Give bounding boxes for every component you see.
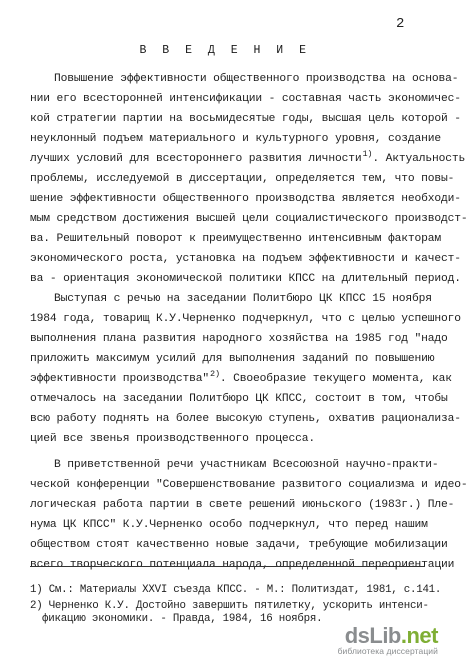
text-line: всю работу поднять на более высокую ступень, охватив рационализа- [30,413,461,425]
footnote: фикацию экономики. - Правда, 1984, 16 ноября. [42,613,323,625]
text-segment: . Актуальность [372,153,466,165]
footnote: 1) См.: Материалы XXVI съезда КПСС. - М.: Политиздат, 1981, с.141. [30,584,442,596]
text-line: проблемы, исследуемой в диссертации, определяется тем, что повы- [30,173,455,185]
text-segment: лучших условий для всестороннего развития личности [30,153,362,165]
watermark-subtitle: библиотека диссертаций [337,646,438,656]
text-line: кой стратегии партии на восьмидесятые годы, высшая цель которой - [30,113,461,125]
text-line: 1984 года, товарищ К.У.Черненко подчеркнул, что с целью успешного [30,313,461,325]
text-line: ва. Решительный поворот к преимущественно интенсивным факторам [30,233,442,245]
text-line: приложить максимум усилий для выполнения заданий по повышению [30,353,435,365]
text-line: экономического роста, установка на подъем эффективности и качест- [30,253,461,265]
footnote-divider [30,566,425,567]
footnote-ref: 1) [362,149,373,159]
text-line: нума ЦК КПСС" К.У.Черненко особо подчеркнул, что перед нашим [30,519,428,531]
text-line: шение эффективности общественного производства является необходи- [30,193,461,205]
text-line: ческой конференции "Совершенствование развитого социализма и идео- [30,479,468,491]
text-line: отмечалось на заседании Политбюро ЦК КПСС, состоит в том, чтобы [30,393,448,405]
footnote-ref: 2) [210,369,220,379]
text-line: выполнения плана развития народного хозяйства на 1985 год "надо [30,333,448,345]
watermark [308,623,438,657]
text-line: нии его всесторонней интенсификации - составная часть экономичес- [30,93,461,105]
text-line: логическая работа партии в свете решений июньского (1983г.) Пле- [30,499,455,511]
text-line: всего творческого потенциала народа, определенной переориентации [30,559,455,571]
page-title: В В Е Д Е Н И Е [139,44,311,57]
text-line: цией все звенья производственного процесса. [30,433,316,445]
text-line: Повышение эффективности общественного производства на основа- [54,73,459,85]
text-segment: . Своеобразие текущего момента, как [219,373,452,385]
footnote: 2) Черненко К.У. Достойно завершить пятилетку, ускорить интенси- [30,600,429,612]
watermark-logo-part1: dsLib [344,623,401,648]
text-line: ва - ориентация экономической политики КПСС на длительный период. [30,273,461,285]
watermark-logo-part2: .net [400,623,438,648]
page-number: 2 [396,16,405,32]
text-line: Выступая с речью на заседании Политбюро ЦК КПСС 15 ноября [54,293,432,305]
text-line: мым средством достижения высшей цели социалистического производст- [30,213,468,225]
text-line: неуклонный подъем материального и культурного уровня, создание [30,133,442,145]
text-line: обществом стоят качественно новые задачи, требующие мобилизации [30,539,448,551]
text-line [30,149,466,166]
text-line [30,369,452,386]
text-segment: эффективности производства" [30,373,209,385]
text-line: В приветственной речи участникам Всесоюзной научно-практи- [54,459,439,471]
